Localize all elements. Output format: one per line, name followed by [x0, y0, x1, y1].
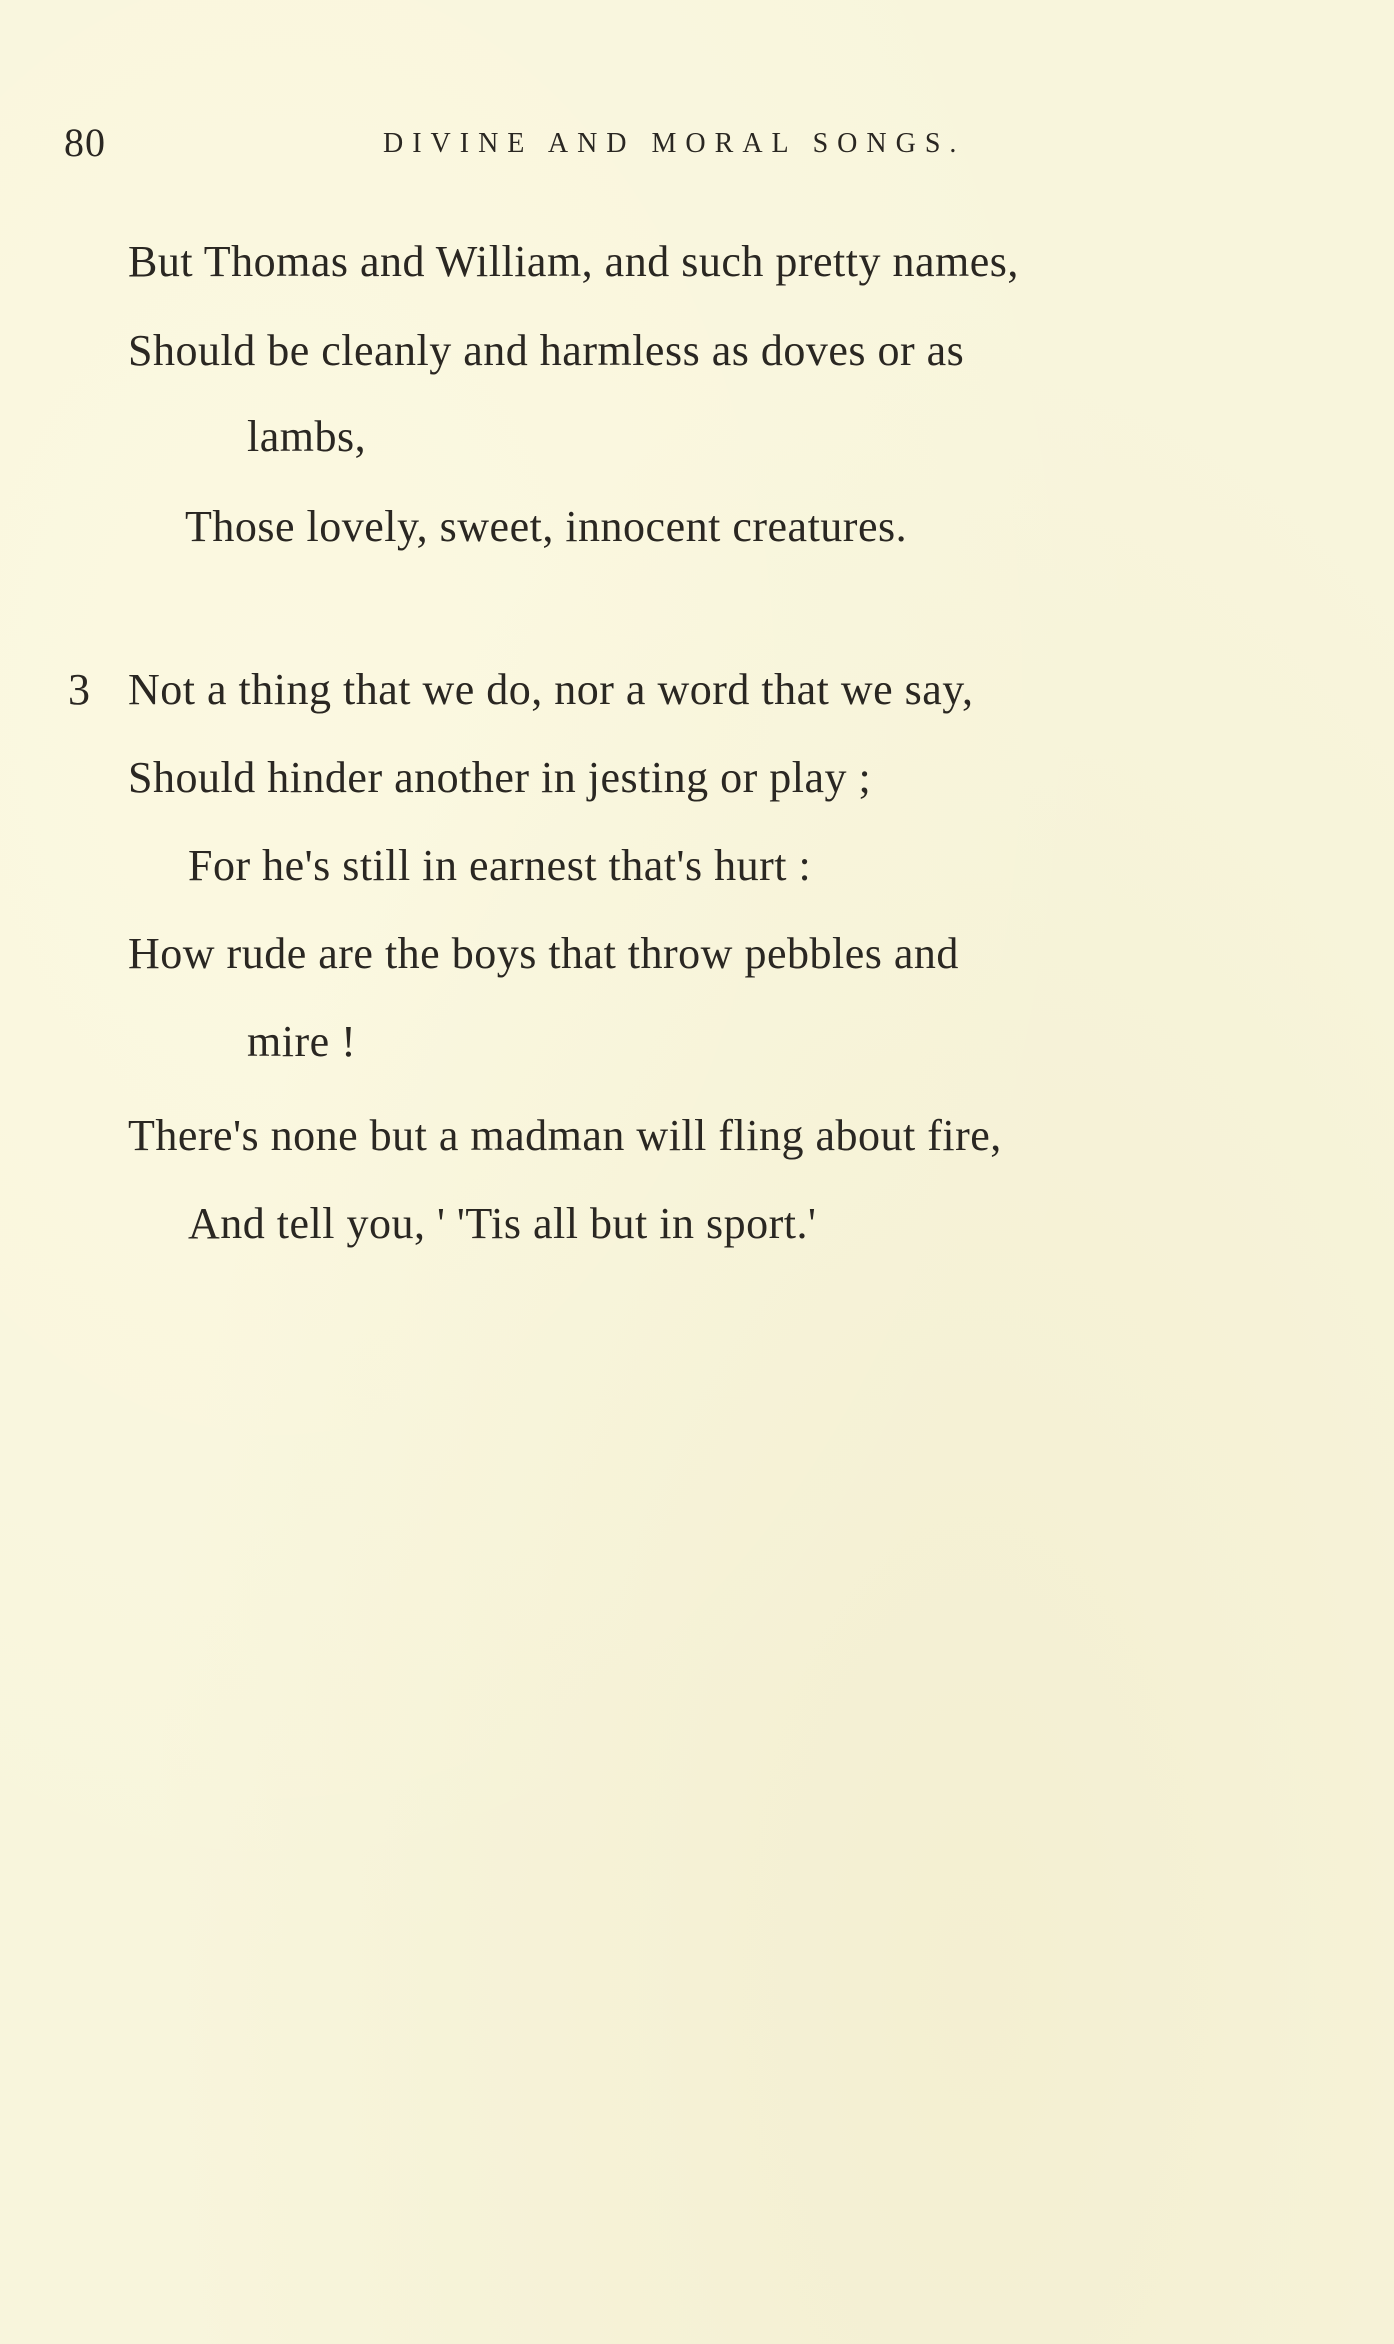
poem-line: lambs,: [247, 412, 367, 461]
poem-line: But Thomas and William, and such pretty names,: [128, 237, 1019, 286]
poem-line: mire !: [247, 1017, 357, 1066]
page-number: 80: [64, 120, 106, 165]
poem-line: For he's still in earnest that's hurt :: [188, 841, 812, 890]
running-head: DIVINE AND MORAL SONGS.: [383, 128, 966, 159]
poem-line: How rude are the boys that throw pebbles and: [128, 929, 959, 978]
poem-line: There's none but a madman will fling about fire,: [128, 1111, 1002, 1160]
poem-line: Should be cleanly and harmless as doves or as: [128, 326, 965, 375]
poem-line: Not a thing that we do, nor a word that we say,: [128, 665, 974, 714]
poem-line: Those lovely, sweet, innocent creatures.: [185, 502, 908, 551]
stanza-number: 3: [68, 665, 90, 714]
poem-line: And tell you, ' 'Tis all but in sport.': [188, 1199, 817, 1248]
poem-line: Should hinder another in jesting or play ;: [128, 753, 872, 802]
